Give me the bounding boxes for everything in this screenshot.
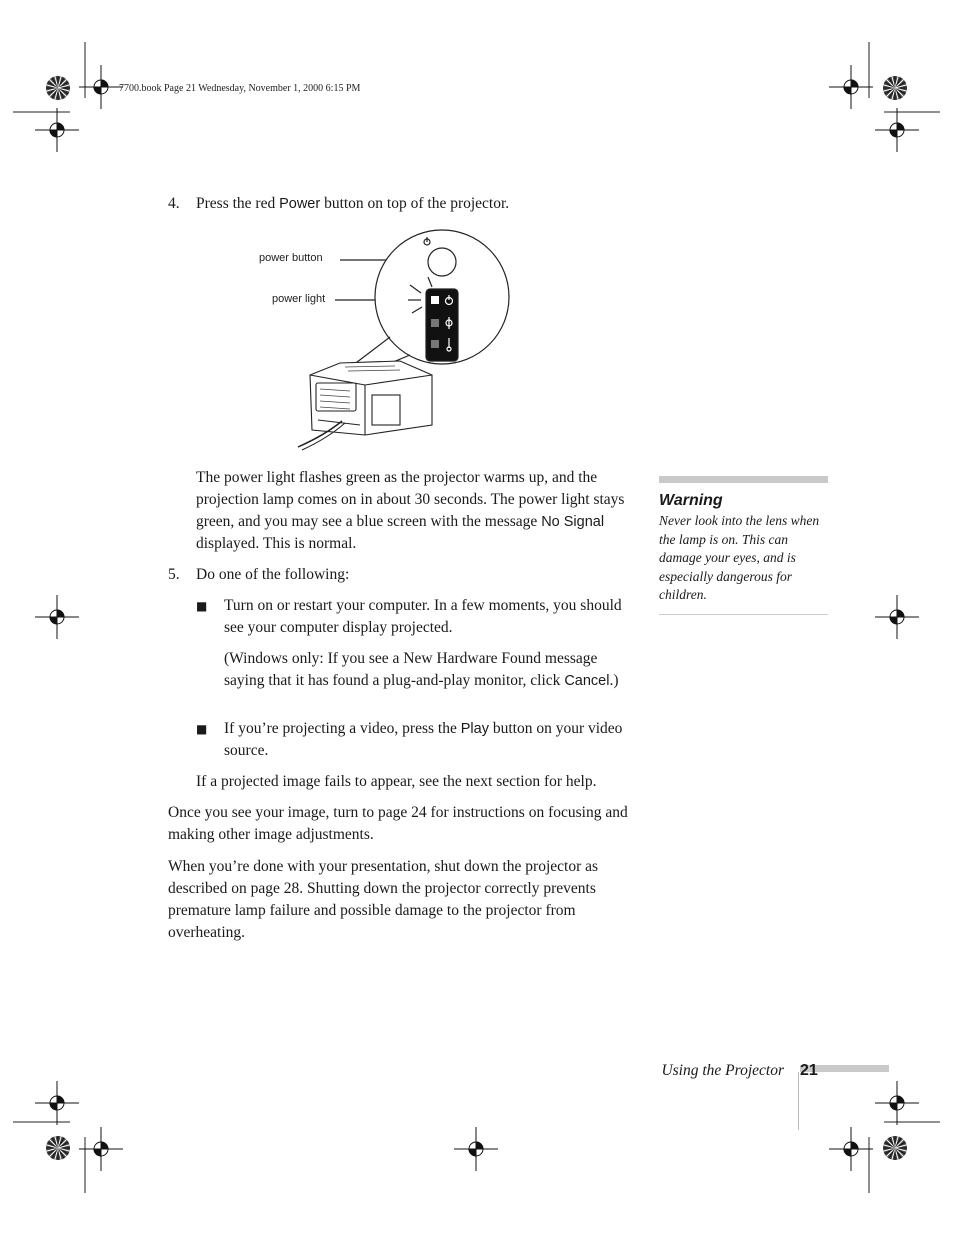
projector-illustration: [250, 225, 520, 455]
step-text: [196, 193, 509, 215]
paragraph-shut-down: When you’re done with your presentation, shut down the projector as described on page 28. Shutting down the projector correctly prevents premature lamp failure and possible damage to the projector from overheating.: [168, 858, 599, 941]
paragraph-focusing: Once you see your image, turn to page 24 for instructions on focusing and making other image adjustments.: [168, 804, 628, 843]
text-run: displayed. This is normal.: [196, 535, 357, 552]
bullet-item-computer: [196, 595, 636, 639]
text-run: button on your video source.: [224, 720, 623, 759]
ui-term-no-signal: No Signal: [541, 514, 605, 530]
crosshair-mark: [875, 595, 919, 639]
bullet-mark: ■: [196, 722, 208, 736]
text-run: button on top of the projector.: [320, 195, 510, 212]
starburst-mark: [46, 76, 70, 100]
crosshair-mark: [79, 1127, 123, 1171]
crosshair-mark: [35, 595, 79, 639]
step-number: 4.: [168, 195, 180, 212]
crosshair-mark: [79, 65, 123, 109]
ui-term-cancel: Cancel: [564, 673, 610, 689]
crosshair-mark: [875, 1081, 919, 1125]
crosshair-mark: [875, 108, 919, 152]
warning-bar: [659, 476, 828, 483]
print-header: 7700.book Page 21 Wednesday, November 1, 2000 6:15 PM: [119, 83, 361, 94]
label-power-button: power button: [259, 252, 323, 264]
crosshair-mark: [829, 1127, 873, 1171]
crosshair-mark: [35, 1081, 79, 1125]
bullet-text: Turn on or restart your computer. In a few moments, you should see your computer display projected.: [224, 597, 622, 636]
text-run: Press the red: [196, 195, 280, 212]
text-run: The power light flashes green as the projector warms up, and the projection lamp comes on in about 30 seconds. The power light stays green, and you may see a blue screen with the message: [196, 469, 625, 530]
paragraph-image-fails: If a projected image fails to appear, see the next section for help.: [196, 773, 597, 790]
crosshair-mark: [829, 65, 873, 109]
crosshair-mark: [35, 108, 79, 152]
warning-divider: [659, 614, 828, 615]
bullet-mark: ■: [196, 599, 208, 613]
warning-sidebar: [659, 476, 828, 615]
crosshair-mark: [454, 1127, 498, 1171]
bullet-item-video: [196, 718, 636, 762]
step-text: Do one of the following:: [196, 566, 350, 583]
footer-section-title: Using the Projector: [661, 1062, 784, 1079]
label-power-light: power light: [272, 293, 326, 305]
footer-divider: [798, 1072, 799, 1130]
step-number: 5.: [168, 566, 180, 583]
warning-text: Never look into the lens when the lamp is on. This can damage your eyes, and is especially dangerous for children.: [659, 513, 820, 602]
text-run: (Windows only: If you see a New Hardware Found message saying that it has found a plug-and-play monitor, click: [224, 650, 598, 689]
starburst-mark: [883, 76, 907, 100]
paragraph-power-light: [196, 467, 636, 555]
warning-title: Warning: [659, 492, 723, 509]
starburst-mark: [883, 1136, 907, 1160]
ui-term-power: Power: [279, 196, 321, 212]
starburst-mark: [46, 1136, 70, 1160]
ui-term-play: Play: [460, 721, 489, 737]
windows-note: [224, 648, 636, 692]
text-run: If you’re projecting a video, press the: [224, 720, 461, 737]
page-number: 21: [800, 1062, 818, 1079]
text-run: .): [609, 672, 619, 689]
